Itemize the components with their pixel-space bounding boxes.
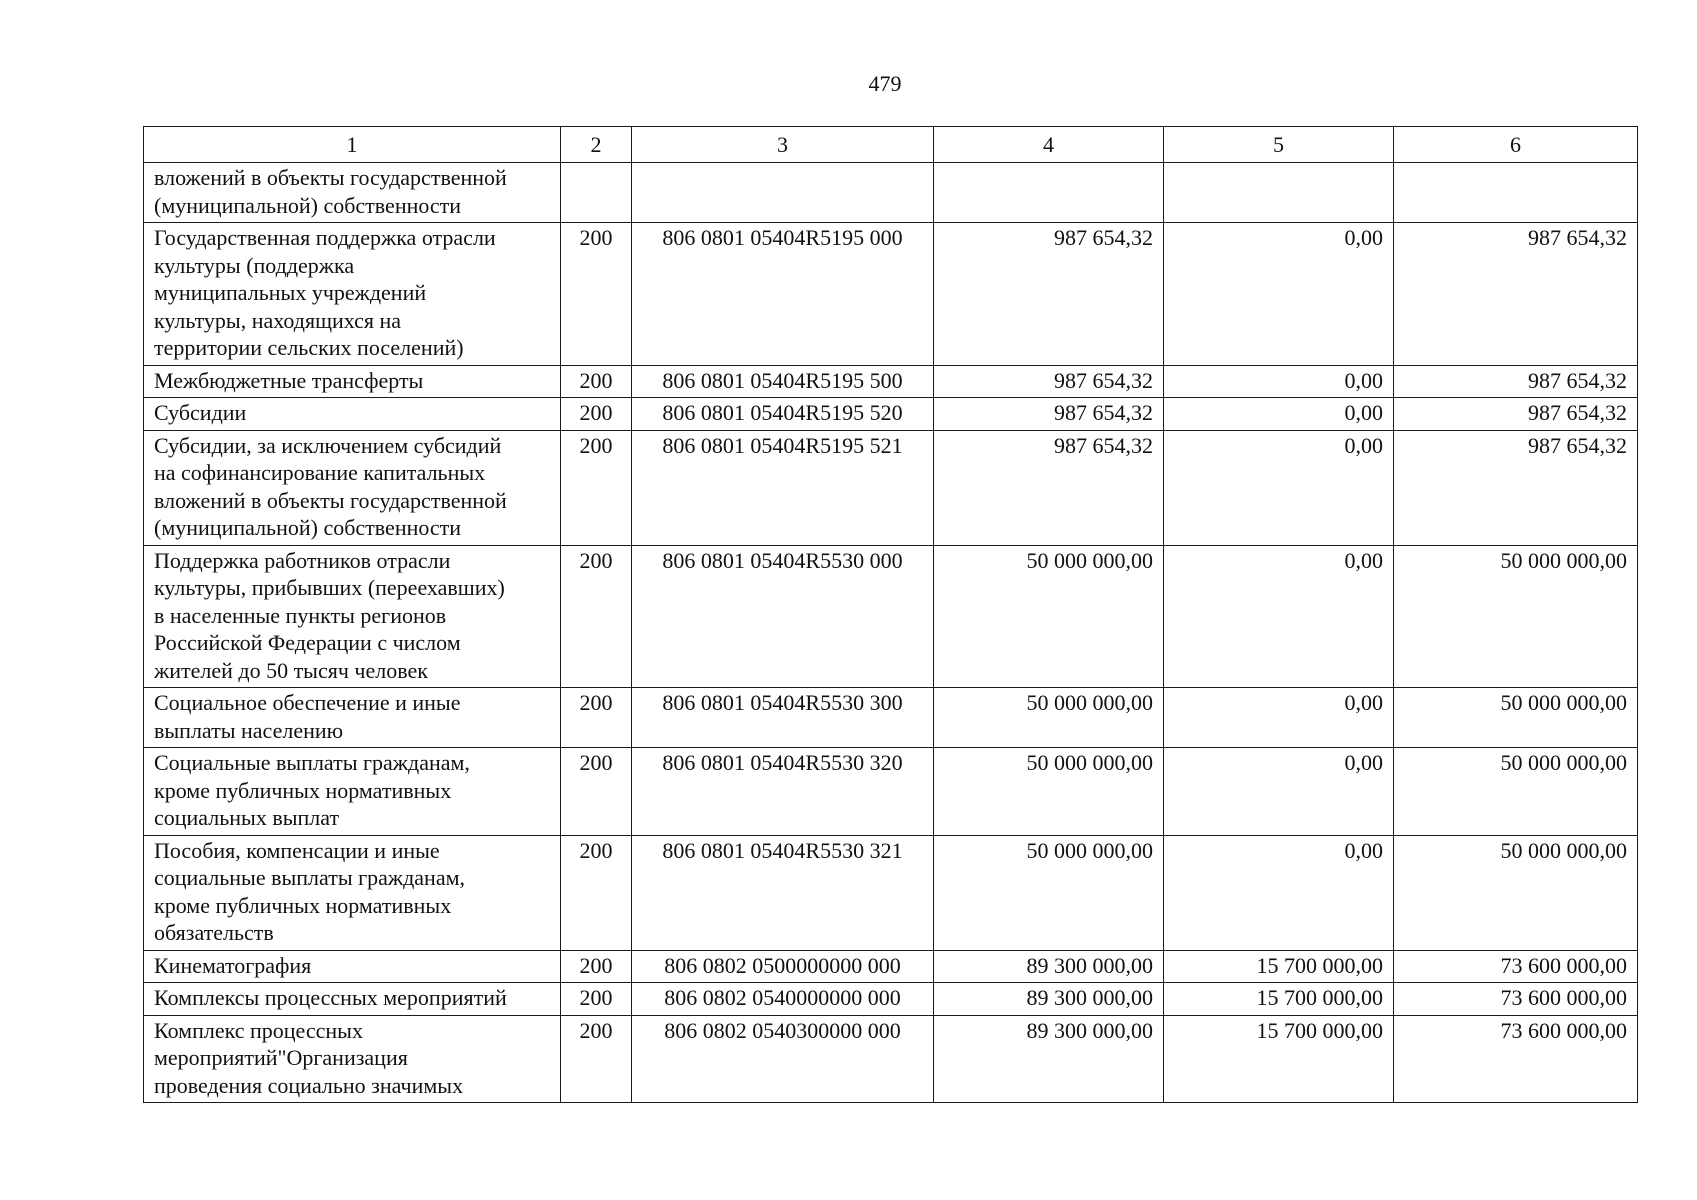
column-2-cell: 200	[561, 430, 632, 545]
row-name-line: выплаты населению	[154, 717, 344, 743]
row-name-line: Российской Федерации с числом	[154, 630, 461, 655]
column-2-cell: 200	[561, 835, 632, 950]
column-6-amount: 73 600 000,00	[1394, 950, 1638, 983]
table-row	[144, 748, 1638, 836]
column-5-amount: 0,00	[1164, 835, 1394, 950]
row-name-line: обязательств	[154, 920, 274, 945]
row-name-line: проведения социально значимых	[154, 1072, 464, 1098]
budget-code-cell: 806 0801 05404R5530 300	[632, 688, 934, 748]
column-4-amount: 987 654,32	[934, 365, 1164, 398]
page-number: 479	[868, 71, 902, 96]
row-name-line: Межбюджетные трансферты	[154, 367, 424, 393]
column-header: 3	[632, 127, 934, 163]
column-header: 1	[144, 127, 561, 163]
table-row	[144, 430, 1638, 545]
row-name-line: Кинематография	[154, 952, 312, 978]
column-5-amount: 0,00	[1164, 688, 1394, 748]
budget-code-cell: 806 0801 05404R5530 000	[632, 545, 934, 688]
row-name-line: (муниципальной) собственности	[154, 192, 462, 218]
column-6-amount: 987 654,32	[1394, 398, 1638, 431]
column-4-amount: 987 654,32	[934, 223, 1164, 366]
table-row	[144, 835, 1638, 950]
column-2-cell	[561, 163, 632, 223]
row-name-line: вложений в объекты государственной	[154, 487, 507, 513]
column-6-amount: 987 654,32	[1394, 430, 1638, 545]
row-name-line: Социальные выплаты гражданам,	[154, 750, 470, 775]
column-5-amount: 0,00	[1164, 223, 1394, 366]
column-4-amount: 89 300 000,00	[934, 950, 1164, 983]
column-4-amount: 987 654,32	[934, 430, 1164, 545]
row-name-line: культуры, находящихся на	[154, 307, 402, 333]
budget-code-cell: 806 0802 0540000000 000	[632, 983, 934, 1016]
row-name-line: Социальное обеспечение и иные	[154, 690, 461, 715]
row-name-line: Поддержка работников отрасли	[154, 547, 451, 573]
column-4-amount: 50 000 000,00	[934, 748, 1164, 836]
column-4-amount: 50 000 000,00	[934, 835, 1164, 950]
column-6-amount: 73 600 000,00	[1394, 983, 1638, 1016]
column-header: 2	[561, 127, 632, 163]
column-5-amount	[1164, 163, 1394, 223]
row-name-cell	[144, 983, 561, 1016]
column-5-amount: 0,00	[1164, 430, 1394, 545]
column-2-cell: 200	[561, 1015, 632, 1103]
column-6-amount: 50 000 000,00	[1394, 545, 1638, 688]
column-4-amount: 50 000 000,00	[934, 545, 1164, 688]
table-row	[144, 1015, 1638, 1103]
row-name-line: на софинансирование капитальных	[154, 460, 486, 485]
row-name-cell	[144, 223, 561, 366]
column-5-amount: 0,00	[1164, 748, 1394, 836]
column-4-amount: 89 300 000,00	[934, 1015, 1164, 1103]
column-5-amount: 15 700 000,00	[1164, 983, 1394, 1016]
column-2-cell: 200	[561, 365, 632, 398]
row-name-line: Пособия, компенсации и иные	[154, 837, 440, 863]
row-name-cell	[144, 688, 561, 748]
table-header	[144, 127, 1638, 163]
row-name-line: Комплекс процессных	[154, 1017, 363, 1043]
row-name-line: (муниципальной) собственности	[154, 515, 462, 540]
row-name-cell	[144, 950, 561, 983]
column-2-cell: 200	[561, 688, 632, 748]
budget-code-cell: 806 0802 0500000000 000	[632, 950, 934, 983]
column-4-amount: 987 654,32	[934, 398, 1164, 431]
column-5-amount: 15 700 000,00	[1164, 1015, 1394, 1103]
row-name-cell	[144, 748, 561, 836]
budget-code-cell: 806 0801 05404R5195 521	[632, 430, 934, 545]
table-row	[144, 983, 1638, 1016]
column-6-amount: 50 000 000,00	[1394, 748, 1638, 836]
budget-code-cell: 806 0801 05404R5530 320	[632, 748, 934, 836]
row-name-line: вложений в объекты государственной	[154, 165, 507, 190]
row-name-cell	[144, 835, 561, 950]
row-name-line: мероприятий"Организация	[154, 1045, 408, 1070]
column-6-amount	[1394, 163, 1638, 223]
column-2-cell: 200	[561, 983, 632, 1016]
budget-code-cell	[632, 163, 934, 223]
row-name-cell	[144, 1015, 561, 1103]
row-name-cell	[144, 545, 561, 688]
row-name-cell	[144, 430, 561, 545]
column-header: 5	[1164, 127, 1394, 163]
column-2-cell: 200	[561, 223, 632, 366]
table-row	[144, 365, 1638, 398]
budget-code-cell: 806 0802 0540300000 000	[632, 1015, 934, 1103]
column-4-amount: 50 000 000,00	[934, 688, 1164, 748]
row-name-line: кроме публичных нормативных	[154, 892, 452, 918]
row-name-line: жителей до 50 тысяч человек	[154, 657, 428, 683]
column-2-cell: 200	[561, 545, 632, 688]
row-name-line: кроме публичных нормативных	[154, 777, 452, 803]
row-name-line: Государственная поддержка отрасли	[154, 225, 496, 250]
table-row	[144, 545, 1638, 688]
column-2-cell: 200	[561, 398, 632, 431]
column-header: 4	[934, 127, 1164, 163]
column-6-amount: 987 654,32	[1394, 223, 1638, 366]
row-name-cell	[144, 365, 561, 398]
table-row	[144, 398, 1638, 431]
header-row	[144, 127, 1638, 163]
column-5-amount: 0,00	[1164, 365, 1394, 398]
row-name-line: Комплексы процессных мероприятий	[154, 985, 507, 1010]
column-5-amount: 0,00	[1164, 545, 1394, 688]
row-name-line: Субсидии	[154, 400, 247, 425]
table-row	[144, 163, 1638, 223]
row-name-line: в населенные пункты регионов	[154, 602, 447, 628]
budget-code-cell: 806 0801 05404R5530 321	[632, 835, 934, 950]
row-name-cell	[144, 163, 561, 223]
row-name-line: социальные выплаты гражданам,	[154, 865, 466, 890]
budget-code-cell: 806 0801 05404R5195 500	[632, 365, 934, 398]
table-row	[144, 950, 1638, 983]
row-name-line: культуры (поддержка	[154, 252, 355, 278]
row-name-line: социальных выплат	[154, 805, 340, 830]
column-6-amount: 73 600 000,00	[1394, 1015, 1638, 1103]
column-6-amount: 50 000 000,00	[1394, 688, 1638, 748]
row-name-line: муниципальных учреждений	[154, 280, 427, 305]
column-5-amount: 0,00	[1164, 398, 1394, 431]
column-2-cell: 200	[561, 950, 632, 983]
budget-code-cell: 806 0801 05404R5195 520	[632, 398, 934, 431]
row-name-line: культуры, прибывших (переехавших)	[154, 575, 505, 600]
budget-table	[143, 126, 1638, 1103]
column-6-amount: 50 000 000,00	[1394, 835, 1638, 950]
table-row	[144, 688, 1638, 748]
budget-code-cell: 806 0801 05404R5195 000	[632, 223, 934, 366]
row-name-line: территории сельских поселений)	[154, 335, 464, 360]
column-4-amount	[934, 163, 1164, 223]
column-5-amount: 15 700 000,00	[1164, 950, 1394, 983]
table-row	[144, 223, 1638, 366]
column-2-cell: 200	[561, 748, 632, 836]
column-6-amount: 987 654,32	[1394, 365, 1638, 398]
table-body	[144, 163, 1638, 1103]
row-name-line: Субсидии, за исключением субсидий	[154, 432, 502, 458]
column-4-amount: 89 300 000,00	[934, 983, 1164, 1016]
column-header: 6	[1394, 127, 1638, 163]
row-name-cell	[144, 398, 561, 431]
